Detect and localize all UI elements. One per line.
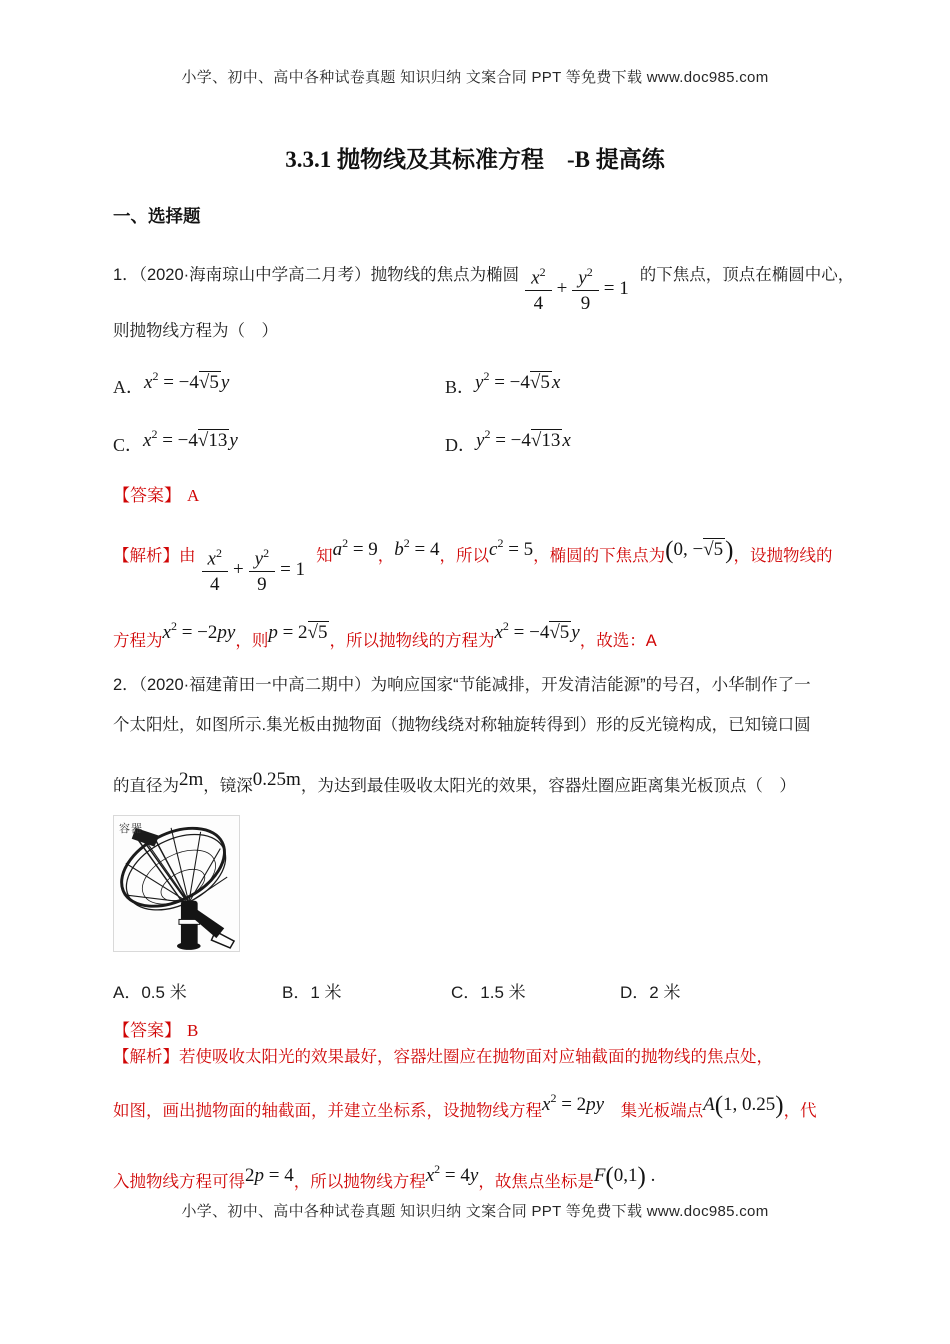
q1-after-fraction-text: 的下焦点，顶点在椭圆中心， bbox=[639, 266, 855, 285]
solution-text: ，代 bbox=[783, 1102, 817, 1120]
frac-sup2: 2 bbox=[586, 265, 593, 279]
formula-2p: 2p = 4 bbox=[245, 1165, 294, 1186]
q2-option-b: B．1 米 bbox=[282, 983, 342, 1002]
solar-dish-drawing bbox=[114, 816, 239, 951]
q1-intro-text: （2020·海南琼山中学高二月考）抛物线的焦点为椭圆 bbox=[138, 266, 520, 285]
q2-text: 的直径为 bbox=[113, 777, 179, 795]
option-formula: $y^2 = -4$ √ 13 x bbox=[476, 428, 571, 452]
formula-parabola-general: $x^2 = 2py$ bbox=[542, 1091, 605, 1115]
equals-one: = 1 bbox=[280, 559, 306, 581]
equals-one: = 1 bbox=[603, 278, 629, 300]
formula-focus-F: F(0,1) . bbox=[593, 1163, 656, 1190]
solution-text: ，椭圆的下焦点为 bbox=[533, 547, 666, 565]
q1-line2: 则抛物线方程为（ ） bbox=[113, 322, 278, 340]
solution-text: 入抛物线方程可得 bbox=[113, 1173, 245, 1191]
q2-option-c: C．1.5 米 bbox=[451, 983, 526, 1002]
q2-line3 bbox=[113, 770, 796, 798]
q1-option-d bbox=[445, 428, 571, 457]
option-label: B． bbox=[445, 377, 476, 397]
q2-solution-line3 bbox=[113, 1163, 655, 1194]
option-formula: $x^2 = -4$ √ 13 y bbox=[143, 428, 238, 452]
page-footer-text: 小学、初中、高中各种试卷真题 知识归纳 文案合同 PPT 等免费下载 www.doc985.com bbox=[181, 1203, 769, 1220]
option-label: D． bbox=[445, 435, 476, 455]
option-label: C． bbox=[113, 435, 144, 455]
q2-line1 bbox=[113, 674, 811, 697]
solution-text: 集光板端点 bbox=[604, 1102, 704, 1120]
container-label: 容器 bbox=[119, 823, 143, 835]
q1-answer-line bbox=[113, 481, 199, 506]
q2-text: ，为达到最佳吸收太阳光的效果，容器灶圈应距离集光板顶点（ ） bbox=[300, 777, 796, 795]
q2-text: （2020·福建莆田一中高二期中）为响应国家“节能减排，开发清洁能源”的号召，小华制作了一 bbox=[138, 676, 811, 694]
frac-den1: 4 bbox=[209, 574, 220, 596]
solution-label: 【解析】由 bbox=[113, 547, 196, 565]
solution-text: ，故选：A bbox=[579, 632, 657, 650]
frac-num2: y bbox=[578, 267, 587, 289]
section-heading: 一、选择题 bbox=[113, 206, 201, 226]
q1-number: 1． bbox=[113, 266, 139, 285]
formula-diameter: 2m bbox=[179, 769, 204, 790]
plus-sign: + bbox=[556, 278, 568, 300]
formula-depth: 0.25m bbox=[252, 769, 301, 790]
formula-parabola-result: $x^2 = -4$ √ 5 y bbox=[494, 620, 579, 644]
q2-number: 2． bbox=[113, 676, 139, 694]
frac-den1: 4 bbox=[533, 293, 544, 315]
formula-b-squared: $b^2 = 4$ bbox=[394, 536, 440, 560]
ellipse-equation bbox=[525, 264, 634, 313]
formula-lower-focus: (0, − √ 5) bbox=[665, 537, 733, 565]
solution-text: 知 bbox=[316, 547, 333, 565]
formula-parabola-result: $x^2 = 4y$ bbox=[425, 1162, 479, 1186]
frac-num2: y bbox=[254, 548, 264, 570]
solution-text: 如图，画出抛物面的轴截面，并建立坐标系，设抛物线方程 bbox=[113, 1102, 542, 1120]
frac-den2: 9 bbox=[580, 293, 591, 315]
q2-line2: 个太阳灶，如图所示.集光板由抛物面（抛物线绕对称轴旋转得到）形的反光镜构成，已知镜口圆 bbox=[113, 716, 811, 734]
q1-line1 bbox=[113, 264, 854, 313]
formula-parabola-general: $x^2 = -2py$ bbox=[162, 619, 236, 643]
frac-sup2: 2 bbox=[263, 545, 270, 560]
solution-text: ， bbox=[377, 547, 395, 565]
formula-a-squared: $a^2 = 9$ bbox=[332, 536, 378, 560]
q2-solution-line1: 【解析】若使吸收太阳光的效果最好，容器灶圈应在抛物面对应轴截面的抛物线的焦点处， bbox=[113, 1048, 773, 1066]
option-formula: $y^2 = -4$ √ 5 x bbox=[475, 370, 560, 394]
solution-text: ，设抛物线的 bbox=[733, 547, 833, 565]
plus-sign: + bbox=[232, 559, 244, 581]
q1-options-row1 bbox=[113, 370, 837, 400]
solution-text: ，所以抛物线方程 bbox=[293, 1173, 426, 1191]
solution-text: ，所以抛物线的方程为 bbox=[329, 632, 495, 650]
q1-solution-line2 bbox=[113, 620, 657, 653]
frac-sup1: 2 bbox=[539, 265, 546, 279]
solution-text: ，所以 bbox=[439, 547, 489, 565]
solution-text: 方程为 bbox=[113, 632, 163, 650]
q2-text: ，镜深 bbox=[203, 777, 253, 795]
q2-options-row bbox=[113, 978, 837, 1004]
q1-solution-line1 bbox=[113, 537, 832, 594]
q1-option-c bbox=[113, 428, 238, 457]
formula-c-squared: $c^2 = 5$ bbox=[489, 536, 534, 560]
frac-num1: x bbox=[207, 548, 216, 570]
q1-option-b bbox=[445, 370, 560, 399]
solution-text: ，则 bbox=[235, 632, 269, 650]
frac-den2: 9 bbox=[257, 574, 267, 596]
page-header-text: 小学、初中、高中各种试卷真题 知识归纳 文案合同 PPT 等免费下载 www.doc985.com bbox=[181, 69, 769, 86]
answer-label: 【答案】 bbox=[113, 1021, 181, 1040]
frac-num1: x bbox=[531, 267, 540, 289]
option-formula: $x^2 = -4$ √ 5 y bbox=[144, 370, 229, 394]
answer-label: 【答案】 bbox=[113, 486, 181, 505]
q2-solution-line2 bbox=[113, 1092, 817, 1123]
q1-options-row2 bbox=[113, 428, 837, 458]
q2-option-d: D．2 米 bbox=[620, 983, 681, 1002]
q2-answer-line bbox=[113, 1016, 198, 1041]
formula-p-value: p = 2 √ 5 bbox=[268, 621, 329, 644]
frac-sup1: 2 bbox=[215, 545, 222, 560]
option-label: A． bbox=[113, 377, 144, 397]
formula-endpoint-A: A(1, 0.25) bbox=[703, 1092, 784, 1119]
page-title: 3.3.1 抛物线及其标准方程 -B 提高练 bbox=[285, 147, 665, 172]
q2-option-a: A．0.5 米 bbox=[113, 983, 187, 1002]
solution-text: ，故焦点坐标是 bbox=[478, 1173, 594, 1191]
answer-value: A bbox=[187, 486, 200, 505]
solar-cooker-image bbox=[113, 815, 240, 952]
answer-value: B bbox=[187, 1021, 199, 1040]
ellipse-equation bbox=[202, 545, 311, 594]
q1-option-a bbox=[113, 370, 229, 399]
